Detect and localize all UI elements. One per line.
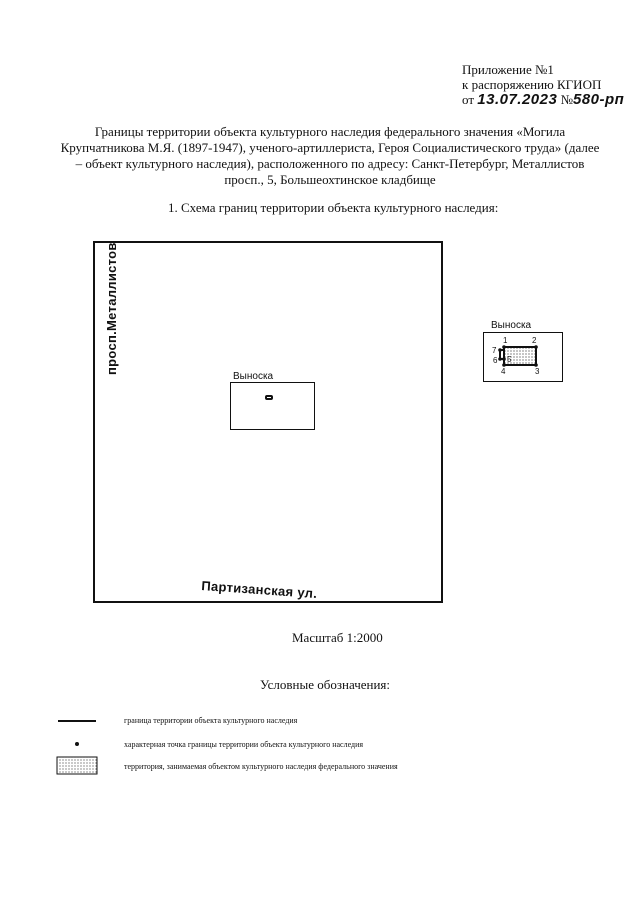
point-label-7: 7 <box>492 346 497 355</box>
point-7-dot <box>498 348 502 352</box>
legend-title: Условные обозначения: <box>260 677 391 692</box>
point-label-1: 1 <box>503 336 508 345</box>
point-6-dot <box>498 357 502 361</box>
point-label-2: 2 <box>532 336 537 345</box>
date-prefix: от <box>462 92 475 107</box>
map-callout-label: Выноска <box>233 371 274 382</box>
point-label-6: 6 <box>493 356 498 365</box>
legend-hatched-symbol <box>56 756 98 775</box>
legend-item-boundary: граница территории объекта культурного наследия <box>124 716 298 725</box>
map-callout-box <box>230 382 315 430</box>
point-label-4: 4 <box>501 367 506 376</box>
order-date: 13.07.2023 <box>477 91 558 108</box>
order-reference: к распоряжению КГИОП <box>462 77 602 92</box>
point-1-dot <box>502 345 506 349</box>
order-number: 580-рп <box>573 91 625 108</box>
appendix-number: Приложение №1 <box>462 62 554 77</box>
map-scale: Масштаб 1:2000 <box>292 630 383 645</box>
point-5-dot <box>502 357 506 361</box>
legend-item-territory: территория, занимаемая объектом культурного наследия федерального значения <box>124 762 398 771</box>
order-date-number <box>462 92 624 107</box>
point-2-dot <box>534 345 538 349</box>
inset-label: Выноска <box>491 320 532 331</box>
appendix-header <box>462 62 624 107</box>
street-label-metallistov: просп.Металлистов <box>104 242 119 375</box>
document-title: Границы территории объекта культурного наследия федерального значения «Могила Крупчатникова М.Я. (1897-1947), ученого-артиллериста, Героя Социалистического труда» (далее – объект культурного наследия), расположенного по адресу: Санкт-Петербург, Металлистов просп., 5, Большеохтинское кладбище <box>60 124 600 187</box>
point-label-5: 5 <box>507 355 512 364</box>
number-prefix: № <box>560 92 573 107</box>
object-marker <box>265 395 273 400</box>
legend-dot-symbol <box>75 742 79 746</box>
street-label-partizanskaya: Партизанская ул. <box>200 578 318 602</box>
section-heading: 1. Схема границ территории объекта культурного наследия: <box>168 200 499 215</box>
legend-line-symbol <box>58 720 96 722</box>
legend-item-point: характерная точка границы территории объекта культурного наследия <box>124 740 364 749</box>
point-label-3: 3 <box>535 367 540 376</box>
